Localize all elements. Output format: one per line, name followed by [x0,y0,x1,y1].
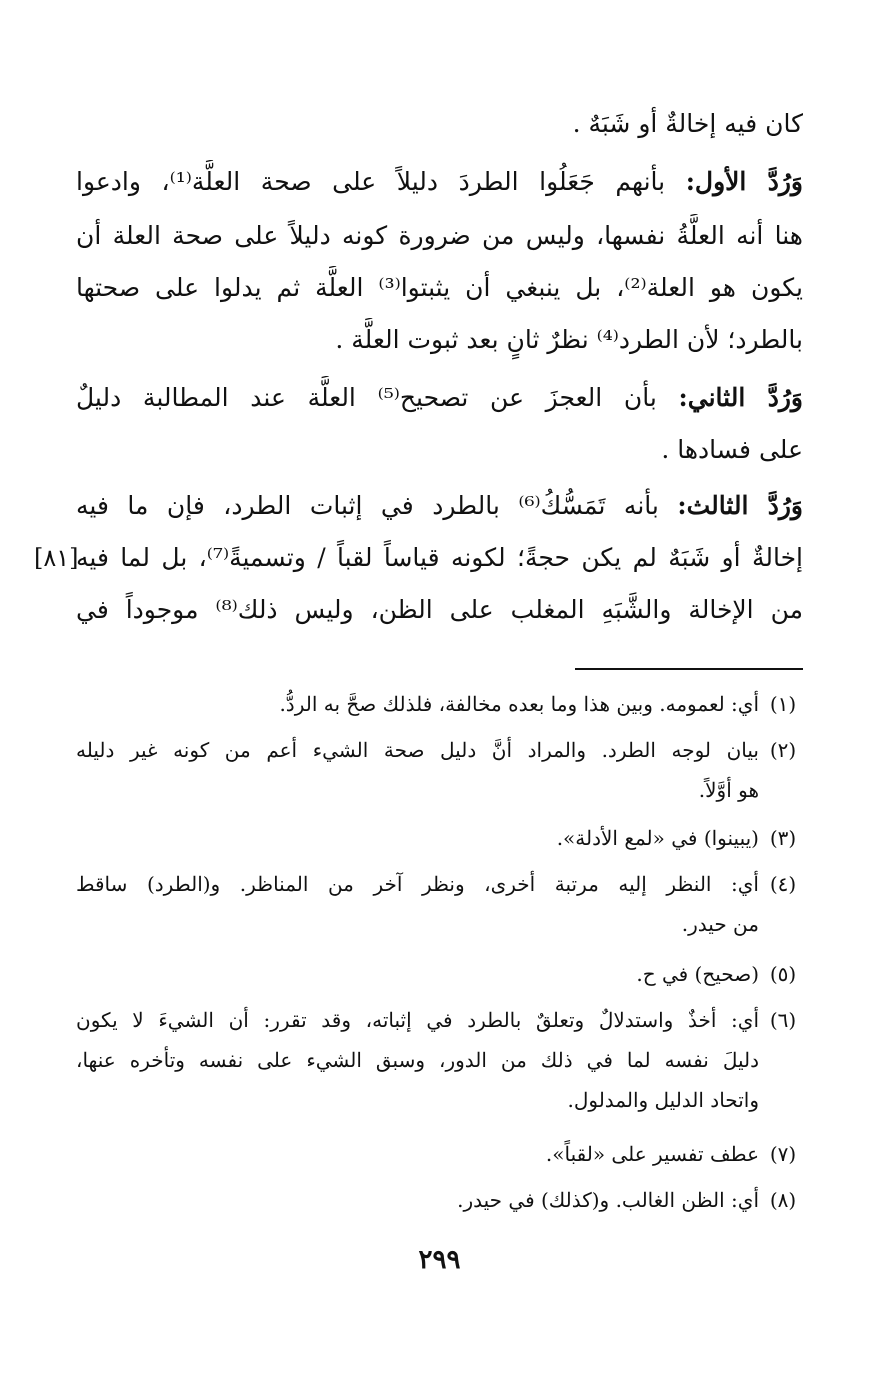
paragraph-heading: وَرُدَّ الأول: [685,167,803,196]
body-line-6: وَرُدَّ الثاني: بأن العجزَ عن تصحيح⁽⁵⁾ العلَّة عند المطالبة دليلٌ [76,383,803,412]
body-line-1: كان فيه إخالةٌ أو شَبَهٌ . [572,109,803,138]
body-line-7: على فسادها . [661,435,803,464]
page-number: ٢٩٩ [418,1245,461,1275]
footnote-number: (٢) [769,738,797,762]
paragraph-heading: وَرُدَّ الثالث: [677,491,803,520]
footnote-number: (٦) [769,1008,797,1032]
footnote-separator [575,668,803,670]
footnote-3 [76,818,803,858]
footnote-text: أي: الظن الغالب. و(كذلك) في حيدر. [457,1188,759,1212]
body-line-2: وَرُدَّ الأول: بأنهم جَعَلُوا الطردَ دليلاً على صحة العلَّة⁽¹⁾، وادعوا [76,167,803,196]
body-line-3: هنا أنه العلَّةُ نفسها، وليس من ضرورة كونه دليلاً على صحة العلة أن [76,221,803,250]
footnote-5 [76,954,803,994]
footnote-text-cont: هو أوَّلاً. [698,778,759,802]
footnote-text: أي: أخذٌ واستدلالٌ وتعلقٌ بالطرد في إثباته، وقد تقرر: أن الشيءَ لا يكون [76,1008,759,1032]
body-line-9: إخالةٌ أو شَبَهٌ لم يكن حجةً؛ لكونه قياساً لقباً / وتسميةً⁽⁷⁾، بل لما فيه [76,543,803,572]
footnote-text: (يبينوا) في «لمع الأدلة». [556,826,759,850]
footnote-2 [76,730,803,810]
footnote-number: (٤) [769,872,797,896]
body-line-4: يكون هو العلة⁽²⁾، بل ينبغي أن يثبتوا⁽³⁾ العلَّة ثم يدلوا على صحتها [76,273,803,302]
margin-folio-marker: [٨١] [34,544,79,572]
body-line-5: بالطرد؛ لأن الطرد⁽⁴⁾ نظرٌ ثانٍ بعد ثبوت العلَّة . [335,325,803,354]
footnote-number: (١) [769,692,797,716]
footnote-text: أي: لعمومه. وبين هذا وما بعده مخالفة، فلذلك صحَّ به الردُّ. [279,692,759,716]
footnote-text-cont: من حيدر. [681,912,759,936]
body-line-8: وَرُدَّ الثالث: بأنه تَمَسُّكُ⁽⁶⁾ بالطرد في إثبات الطرد، فإن ما فيه [76,491,803,520]
footnote-number: (٣) [769,826,797,850]
footnote-number: (٧) [769,1142,797,1166]
footnote-text: بيان لوجه الطرد. والمراد أنَّ دليل صحة الشيء أعم من كونه غير دليله [76,738,759,762]
footnote-8 [76,1180,803,1220]
footnote-1 [76,684,803,724]
footnote-text-cont: دليلَ نفسه لما في ذلك من الدور، وسبق الشيء على نفسه وتأخره عنها، [76,1048,759,1072]
footnote-7 [76,1134,803,1174]
footnote-6 [76,1000,803,1120]
footnote-text: عطف تفسير على «لقباً». [545,1142,759,1166]
footnote-text-cont: واتحاد الدليل والمدلول. [567,1088,759,1112]
footnote-number: (٥) [769,962,797,986]
footnote-number: (٨) [769,1188,797,1212]
body-line-10: من الإخالة والشَّبَهِ المغلب على الظن، وليس ذلك⁽⁸⁾ موجوداً في [76,595,803,624]
footnote-text: (صحيح) في ح. [636,962,759,986]
paragraph-heading: وَرُدَّ الثاني: [678,383,803,412]
footnote-4 [76,864,803,944]
footnote-text: أي: النظر إليه مرتبة أخرى، ونظر آخر من المناظر. و(الطرد) ساقط [76,872,759,896]
